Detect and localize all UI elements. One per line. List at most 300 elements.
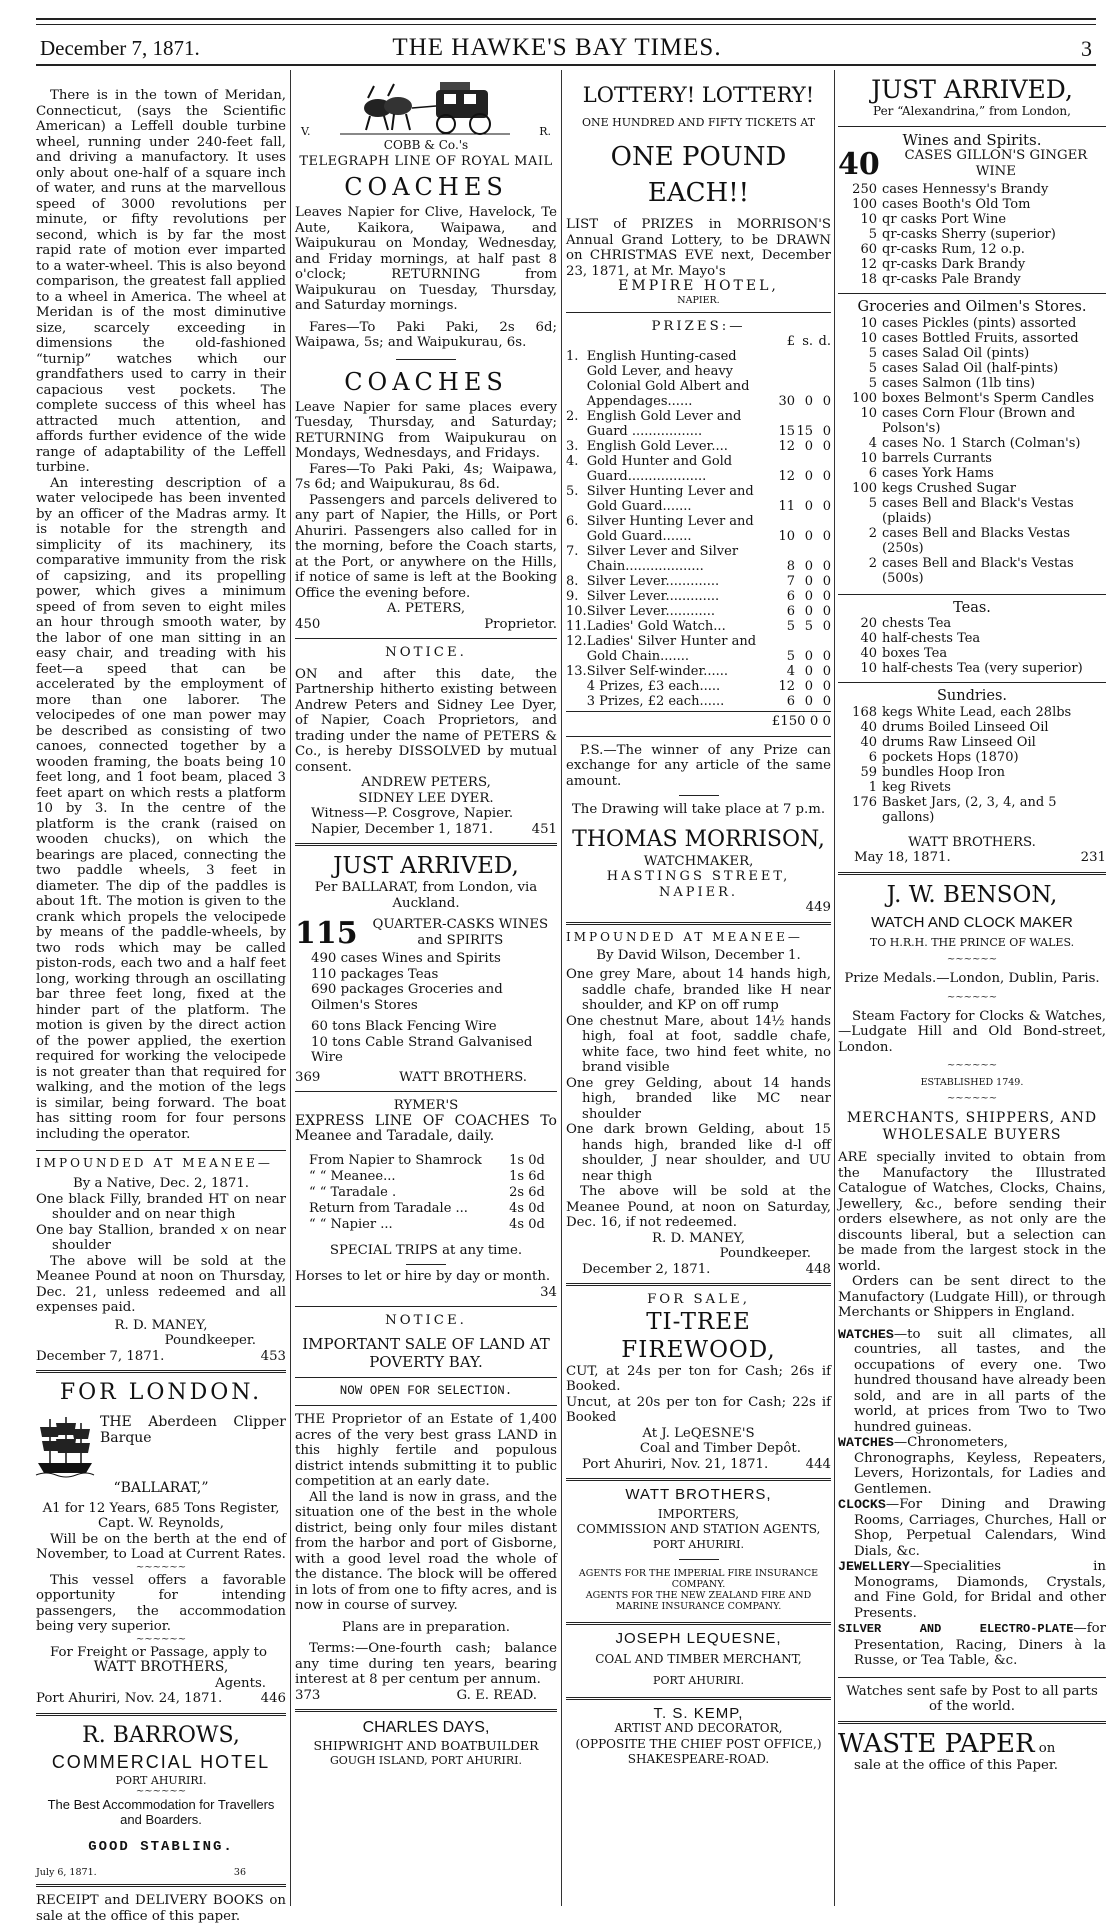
sundries-heading: Sundries. (936, 688, 1008, 704)
london-line: A1 for 12 Years, 685 Tons Register, (42, 1500, 280, 1516)
goods-quantity: 100 (852, 197, 877, 212)
goods-row (838, 795, 1106, 825)
watt-signer: WATT BROTHERS. (908, 834, 1036, 850)
prize-shillings: 0 (804, 664, 813, 679)
prize-shillings: 0 (804, 589, 813, 604)
prize-pounds: 15 (778, 424, 795, 439)
divider (295, 1091, 557, 1092)
benson-category: WATCHES (838, 1435, 894, 1450)
prize-number: 3. (566, 439, 579, 454)
prize-shillings: 0 (804, 439, 813, 454)
morrison-name: THOMAS MORRISON, (572, 826, 825, 852)
goods-item: cases Salad Oil (half-pints) (882, 360, 1059, 376)
prize-row (566, 409, 831, 439)
impounded-sale-notice: The above will be sold at the Meanee Pound at noon on Thursday, Dec. 21, unless redeemed and all expenses paid. (36, 1253, 286, 1315)
goods-item: pockets Hops (1870) (882, 749, 1019, 765)
partnership-notice: ON and after this date, the Partnership hitherto existing between Andrew Peters and Sidney Lee Dyer, of Napier, Coach Proprietors, and trading under the name of PETERS & Co., is hereby DISSOLVED by mutual consent. (295, 666, 557, 775)
column-divider (834, 70, 835, 1906)
goods-item: drums Raw Linseed Oil (882, 734, 1036, 750)
groceries-heading: Groceries and Oilmen's Stores. (857, 299, 1087, 315)
divider (36, 1150, 286, 1151)
impounded-item: One dark brown Gelding, about 15 hands high, branded like d-l off shoulder, J near shoulder, and UU near thigh (566, 1122, 831, 1184)
goods-item: cases Bell and Black's Vestas (plaids) (882, 495, 1074, 526)
goods-item: qr-casks Pale Brandy (882, 272, 1021, 287)
prize-pence: 0 (822, 529, 831, 544)
for-london-heading: FOR LONDON. (59, 1380, 263, 1405)
notice-heading: NOTICE. (385, 645, 467, 660)
prize-shillings: 0 (804, 499, 813, 514)
divider (295, 1709, 557, 1712)
prize-pounds: 5 (786, 649, 795, 664)
goods-quantity: 12 (860, 257, 877, 272)
goods-row (838, 212, 1106, 227)
prize-pounds: 10 (778, 529, 795, 544)
column-divider (561, 70, 562, 1906)
prize-pence: 0 (822, 439, 831, 454)
impounded-item: One grey Mare, about 14 hands high, saddle chafe, branded like H near shoulder, and KP on off rump (566, 967, 831, 1013)
prize-shillings: 0 (804, 559, 813, 574)
prize-description: Silver Self-winder...... (586, 664, 729, 679)
goods-row (838, 451, 1106, 466)
agent-name: WATT BROTHERS, (93, 1659, 229, 1675)
prize-row (566, 574, 831, 589)
goods-quantity: 100 (852, 390, 877, 406)
benson-factory: Steam Factory for Clocks & Watches, —Ludgate Hill and Old Bond-street, London. (838, 1008, 1106, 1055)
arrived-quantity: 115 (295, 916, 358, 951)
prize-pounds: 7 (786, 574, 795, 589)
land-sale-heading: IMPORTANT SALE OF LAND AT POVERTY BAY. (302, 1334, 550, 1371)
ship-name: “BALLARAT,” (113, 1480, 209, 1496)
goods-row (838, 720, 1106, 735)
goods-quantity: 4 (868, 435, 877, 451)
prize-shillings: 0 (804, 529, 813, 544)
impounded-by: By David Wilson, December 1. (596, 947, 801, 963)
ad-number: 451 (531, 821, 557, 837)
ornament: ~~~~~~ (135, 1785, 187, 1797)
lottery-list: LIST of PRIZES in MORRISON'S Annual Grand Lottery, to be DRAWN on CHRISTMAS EVE next, December 23, 1871, at Mr. Mayo's (566, 217, 831, 279)
arrived-ship: Per BALLARAT, from London, via Auckland. (314, 880, 538, 911)
goods-item: cases No. 1 Starch (Colman's) (882, 435, 1081, 451)
prize-description: Silver Lever............. (586, 574, 720, 589)
goods-quantity: 2 (868, 555, 877, 571)
prize-shillings: 0 (804, 574, 813, 589)
goods-row (838, 526, 1106, 556)
divider (679, 1559, 719, 1560)
goods-quantity: 5 (868, 375, 877, 391)
lottery-price: ONE POUND EACH!! (610, 142, 787, 208)
goods-quantity: 168 (852, 704, 877, 720)
ornament: ~~~~~~ (946, 1060, 998, 1071)
prize-description: English Gold Lever and Guard ................. (586, 409, 742, 439)
currency-label: d. (818, 334, 831, 349)
ornament: ~~~~~~ (135, 1561, 187, 1573)
empire-place: NAPIER. (677, 294, 720, 306)
goods-quantity: 60 (860, 242, 877, 257)
morrison-trade: WATCHMAKER, (643, 853, 754, 869)
lequesne-trade: COAL AND TIMBER MERCHANT, (595, 1652, 802, 1666)
divider (838, 682, 1106, 683)
for-sale-heading: FOR SALE, (647, 1292, 750, 1307)
prize-pounds: 4 (786, 664, 795, 679)
ornament: ~~~~~~ (946, 991, 998, 1003)
fare-route: Return from Taradale ... (309, 1200, 468, 1216)
goods-row (838, 496, 1106, 526)
barrows-stabling: GOOD STABLING. (88, 1838, 234, 1855)
benson-invitation: ARE specially invited to obtain from the Manufactory the Illustrated Catalogue of Watches, Clocks, Chains, Jewellery, &c., before sending their orders elsewhere, as not only are the discounts liberal, but a selection can be made from the largest stock in the world. (838, 1150, 1106, 1274)
goods-item: boxes Belmont's Sperm Candles (882, 390, 1095, 406)
benson-medals: Prize Medals.—London, Dublin, Paris. (844, 971, 1100, 986)
benson-category-text: —For Dining and Drawing Rooms, Carriages, Churches, Hall or Shop, Perpetual Calendars, Wind Dials, &c. (854, 1497, 1106, 1559)
goods-item: bundles Hoop Iron (882, 764, 1006, 780)
firewood-heading: TI-TREE FIREWOOD, (621, 1308, 776, 1363)
divider (36, 1884, 286, 1887)
prize-row (566, 514, 831, 544)
ornament: ~~~~~~ (946, 1093, 998, 1104)
arrived-item: 690 packages Groceries and Oilmen's Stores (311, 982, 503, 1013)
goods-quantity: 5 (868, 360, 877, 376)
divider (566, 1283, 831, 1286)
firewood-price: CUT, at 24s per ton for Cash; 26s if Booked. (566, 1363, 831, 1394)
express-line: EXPRESS LINE OF COACHES To Meanee and Taradale, daily. (295, 1112, 557, 1144)
land-sale-text: THE Proprietor of an Estate of 1,400 acres of the very best grass LAND in this highly fertile and populous district intends submitting it to public competition at an early date. (295, 1412, 557, 1489)
goods-row (838, 466, 1106, 481)
benson-trade: WATCH AND CLOCK MAKER (871, 913, 1073, 931)
ginger-wine: CASES GILLON'S GINGER WINE (904, 148, 1088, 179)
benson-category: SILVER AND ELECTRO-PLATE (838, 1622, 1074, 1636)
column-3 (566, 70, 831, 1906)
prize-row (566, 439, 831, 454)
goods-quantity: 10 (860, 661, 877, 676)
article-turbine: There is in the town of Meridan, Connecticut, (says the Scientific American) a Leffell double turbine wheel, running under 240-feet fall, and driving a manufactory. It uses only about one-half of a square inch of water, and runs at the marvellous speed of 3000 revolutions per minute, or fifty revolutions per second, which is by far the most rapid rate of motion ever imparted to a water-wheel. This is also beyond comparison, the greatest fall applied to a wheel in America. The wheel at Meridan is of the most diminutive size, scarcely exceeding in dimensions the old-fashioned “turnip” watches which our grandfathers used to carry in their capacious vest pockets. The complete success of this wheel has attracted much attention, and affords further evidence of the wide range of adaptability of the Leffell turbine. (36, 88, 286, 475)
prize-row (566, 664, 831, 679)
prize-number: 8. (566, 574, 579, 589)
goods-item: boxes Tea (882, 646, 948, 661)
benson-post: Watches sent safe by Post to all parts of the world. (846, 1683, 1098, 1714)
waste-paper-heading: WASTE PAPER (838, 1728, 1035, 1759)
rymer-heading: RYMER'S (393, 1098, 459, 1113)
notice-heading: NOTICE. (385, 1313, 467, 1328)
goods-row (838, 705, 1106, 720)
impounded-heading: IMPOUNDED AT MEANEE— (566, 929, 803, 944)
article-velocipede: An interesting description of a water velocipede has been invented by an officer of the Madras army. It is notable for the strength and simplicity of its machinery, its comparative immunity from the risk of capsizing, and its propelling power, which gives a minimum speed of from seven to eight miles an hour through smooth water, by the labor of one man sitting in an easy chair, and treading with his feet—a speed that can be accelerated by the employment of more than one laborer. The velocipedes of one man power may be described as consisting of two canoes, connected together by a wooden framing, the boats being 10 feet long, and 1 foot beam, placed 3 feet apart on which rests a platform 10 by 3. In the centre of the platform is the crank (raised on wooden chucks), on which the bearings are placed, connecting the two paddle wheels, 3 feet in diameter. The dip of the paddles is about 1ft. The motion is given to the crank which propels the velocipede by means of the paddle-wheels, by two rods which may be called piston-rods, each two and a half feet long, working through an oscillating bar three feet long, fixed at the hinder part of the platform. The motion is given by the direct action of the power applied, the exertion required for working the velocipede is not greater than that required for walking, and the motion of the legs is similar, being forward. The boat has sitting room for four persons including the operator. (36, 475, 286, 1142)
fare-price: 2s 6d (509, 1184, 545, 1200)
coach-schedule: Leave Napier for same places every Tuesday, Thursday, and Saturday; RETURNING from Waipukurau on Mondays, Wednesdays, and Fridays. (295, 399, 557, 461)
poundkeeper-name: R. D. MANEY, (114, 1317, 208, 1333)
prize-shillings: 5 (804, 619, 813, 634)
kemp-name: T. S. KEMP, (653, 1704, 744, 1722)
poundkeeper-title: Poundkeeper. (164, 1333, 256, 1348)
arrived-item: 110 packages Teas (311, 966, 439, 982)
goods-quantity: 1 (868, 779, 877, 795)
land-sale-text: All the land is now in grass, and the situation one of the best in the whole district, being only four miles distant from the harbor and port of Gisborne, with a good level road the whole of the distance. The block will be offered in lots of from one to fifty acres, and is now in course of survey. (295, 1489, 557, 1613)
watt-port: PORT AHURIRI. (653, 1537, 744, 1551)
benson-warrant: TO H.R.H. THE PRINCE OF WALES. (869, 936, 1075, 949)
goods-row (838, 750, 1106, 765)
goods-quantity: 10 (860, 330, 877, 346)
goods-quantity: 6 (868, 749, 877, 765)
barrows-tagline: The Best Accommodation for Travellers and Boarders. (47, 1796, 275, 1827)
fare-row (309, 1153, 545, 1169)
prize-description: Silver Hunting Lever and Gold Guard....... (586, 484, 754, 514)
prize-row (566, 604, 831, 619)
notice-date: December 2, 1871. (582, 1261, 711, 1277)
lequesne-port: PORT AHURIRI. (653, 1673, 744, 1687)
prize-shillings: 0 (804, 604, 813, 619)
impounded-notice-1 (36, 1157, 286, 1364)
prize-shillings: 0 (804, 679, 813, 694)
notice-date: December 7, 1871. (36, 1348, 165, 1364)
prize-number: 12. (566, 634, 587, 649)
goods-item: cases Bottled Fruits, assorted (882, 330, 1079, 346)
divider (295, 1377, 557, 1378)
goods-item: chests Tea (882, 616, 952, 631)
coach-fares: Fares—To Paki Paki, 2s 6d; Waipawa, 5s; and Waipukurau, 6s. (295, 319, 557, 350)
goods-quantity: 20 (860, 616, 877, 631)
waste-paper-on: on (1038, 1740, 1056, 1756)
goods-item: cases Corn Flour (Brown and Polson's) (882, 405, 1076, 436)
prize-number (566, 679, 587, 694)
waste-paper-text: sale at the office of this Paper. (854, 1757, 1058, 1773)
masthead-bottom-rule (36, 64, 1096, 66)
prize-number (566, 694, 587, 709)
london-line: Will be on the berth at the end of November, to Load at Current Rates. (36, 1531, 286, 1562)
divider (838, 1677, 1106, 1678)
divider (838, 126, 1106, 127)
goods-row (838, 631, 1106, 646)
goods-row (838, 765, 1106, 780)
notice-date: July 6, 1871. (36, 1867, 97, 1878)
watt-name: WATT BROTHERS, (625, 1486, 772, 1503)
prize-pounds: 12 (778, 469, 795, 484)
benson-orders: Orders can be sent direct to the Manufactory (Ludgate Hill), or through Merchants or Shippers in England. (838, 1274, 1106, 1320)
prize-row (566, 484, 831, 514)
ad-number: 34 (540, 1284, 557, 1300)
goods-row (838, 481, 1106, 496)
divider (566, 736, 831, 737)
ad-number: 373 (295, 1687, 321, 1703)
benson-category-text: —Chronometers, Chronographs, Keyless, Repeaters, Levers, Horizontals, for Ladies and Gentlemen. (854, 1435, 1106, 1497)
ornament: ~~~~~~ (946, 954, 998, 965)
goods-quantity: 40 (860, 734, 877, 750)
goods-item: kegs Crushed Sugar (882, 480, 1016, 496)
goods-item: half-chests Tea (very superior) (882, 661, 1083, 676)
coaches-heading: COACHES (344, 173, 508, 201)
prize-number: 13. (566, 664, 587, 679)
fare-price: 1s 0d (509, 1152, 545, 1168)
goods-item: cases Booth's Old Tom (882, 197, 1031, 212)
currency-label: s. (802, 334, 813, 349)
fare-route: From Napier to Shamrock (309, 1152, 482, 1168)
goods-row (838, 436, 1106, 451)
goods-row (838, 376, 1106, 391)
prize-row (566, 679, 831, 694)
goods-item: kegs White Lead, each 28lbs (882, 704, 1072, 720)
poundkeeper-name: R. D. MANEY, (652, 1230, 745, 1246)
prize-description: Silver Lever and Silver Chain................... (586, 544, 739, 574)
benson-category: WATCHES (838, 1326, 894, 1342)
prize-pounds: 8 (786, 559, 795, 574)
prize-description: Gold Hunter and Gold Guard................... (586, 454, 733, 484)
kemp-road: SHAKESPEARE-ROAD. (627, 1752, 770, 1766)
goods-row (838, 346, 1106, 361)
prize-description: Ladies' Silver Hunter and Gold Chain....... (586, 634, 757, 664)
goods-quantity: 6 (868, 465, 877, 481)
goods-row (838, 361, 1106, 376)
goods-row (838, 257, 1106, 272)
arrived-first-item: QUARTER-CASKS WINES and SPIRITS (372, 917, 549, 948)
coach-proprietor-name: A. PETERS, (386, 601, 466, 616)
goods-quantity: 5 (868, 495, 877, 511)
ad-number: 444 (805, 1456, 831, 1472)
prize-pence: 0 (822, 679, 831, 694)
lottery-tickets: ONE HUNDRED AND FIFTY TICKETS AT (581, 116, 816, 129)
agents-label: Agents. (215, 1675, 266, 1691)
telegraph-line: TELEGRAPH LINE OF ROYAL MAIL (299, 153, 553, 169)
prize-row (566, 619, 831, 634)
coach-fares: Fares—To Paki Paki, 4s; Waipawa, 7s 6d; and Waipukurau, 8s 6d. (295, 461, 557, 492)
goods-quantity: 2 (868, 525, 877, 541)
wines-table (838, 182, 1106, 287)
divider (295, 1405, 557, 1406)
impounded-item: One chestnut Mare, about 14½ hands high, foal at foot, saddle chafe, white face, two hind feet white, no brand visible (566, 1013, 831, 1075)
morrison-address: HASTINGS STREET, NAPIER. (606, 869, 791, 900)
prize-pence: 0 (822, 649, 831, 664)
benson-category: JEWELLERY (838, 1559, 910, 1574)
prize-pence: 0 (822, 394, 831, 409)
masthead-top-rule (36, 18, 1096, 20)
benson-category-text: —to suit all climates, all countries, all tastes, and the occupations of every one. Two hundred thousand have already been sold, and are in all parts of the world, at prices from Two to Two hundred guineas. (854, 1326, 1106, 1435)
goods-row (838, 391, 1106, 406)
firewood-depot: Coal and Timber Depôt. (639, 1441, 801, 1456)
proprietor-title: Proprietor. (484, 616, 557, 632)
goods-row (838, 272, 1106, 287)
goods-row (838, 227, 1106, 242)
goods-row (838, 182, 1106, 197)
divider (295, 843, 557, 846)
masthead-title: THE HAWKE'S BAY TIMES. (392, 34, 722, 61)
prize-description: Silver Hunting Lever and Gold Guard....... (586, 514, 754, 544)
notice-date: May 18, 1871. (854, 850, 951, 865)
coach-schedule: Leaves Napier for Clive, Havelock, Te Aute, Kaikora, Waipawa, and Waipukurau on Monday, Wednesday, and Friday mornings, at half past 8 o'clock; RETURNING from Waipukurau on Tuesday, Thursday, and Saturday mornings. (295, 205, 557, 313)
prize-number: 1. (566, 349, 579, 364)
fare-route: “ “ Meanee... (309, 1168, 396, 1184)
wines-heading: Wines and Spirits. (902, 130, 1042, 149)
goods-item: cases Pickles (pints) assorted (882, 315, 1077, 331)
goods-row (838, 316, 1106, 331)
coach-parcels: Passengers and parcels delivered to any part of Napier, the Hills, or Port Ahuriri. Passengers also called for in the morning, before the Coach starts, at the Port, or anywhere on the Hills, if notice of same is left at the Booking Office the evening before. (295, 492, 557, 601)
column-divider (290, 70, 291, 1906)
goods-quantity: 10 (860, 212, 877, 227)
london-line: This vessel offers a favorable opportunity for intending passengers, the accommodation being very superior. (36, 1572, 286, 1634)
just-arrived-heading: JUST ARRIVED, (871, 75, 1073, 104)
prize-number: 5. (566, 484, 579, 499)
goods-row (838, 780, 1106, 795)
kemp-opposite: (OPPOSITE THE CHIEF POST OFFICE,) (575, 1736, 822, 1751)
kemp-trade: ARTIST AND DECORATOR, (614, 1721, 783, 1735)
divider (838, 1721, 1106, 1724)
benson-category-text: —for Presentation, Racing, Diners à la Russe, or Tea Table, &c. (854, 1621, 1106, 1668)
goods-quantity: 250 (852, 182, 877, 197)
notice-date: Port Ahuriri, Nov. 21, 1871. (582, 1456, 769, 1472)
prize-row (566, 544, 831, 574)
teas-heading: Teas. (953, 599, 991, 616)
prize-total: £150 0 0 (566, 711, 831, 730)
prize-pence: 0 (822, 424, 831, 439)
watt-importers: IMPORTERS, (657, 1506, 740, 1521)
barrows-name: R. BARROWS, (82, 1722, 240, 1748)
goods-item: keg Rivets (882, 779, 951, 795)
prize-pence: 0 (822, 589, 831, 604)
impounded-heading: IMPOUNDED AT MEANEE— (36, 1156, 273, 1170)
ad-number: 448 (805, 1261, 831, 1277)
prize-description: 3 Prizes, £2 each...... (586, 694, 725, 709)
fare-route: “ “ Taradale . (309, 1184, 397, 1200)
poundkeeper-title: Poundkeeper. (719, 1246, 811, 1261)
goods-quantity: 10 (860, 405, 877, 421)
coach-illustration (295, 70, 557, 138)
prize-pounds: 5 (786, 619, 795, 634)
goods-quantity: 59 (860, 764, 877, 780)
fare-table (309, 1153, 545, 1233)
plans-note: Plans are in preparation. (341, 1619, 511, 1635)
goods-row (838, 661, 1106, 676)
fare-price: 4s 0d (509, 1200, 545, 1216)
goods-row (838, 406, 1106, 436)
goods-quantity: 10 (860, 315, 877, 331)
divider (295, 638, 557, 639)
prize-number: 2. (566, 409, 579, 424)
prize-number: 11. (566, 619, 587, 634)
prize-pence: 0 (822, 664, 831, 679)
masthead-page-number: 3 (1081, 36, 1092, 61)
prize-pence: 0 (822, 574, 831, 589)
fare-row (309, 1201, 545, 1217)
goods-row (838, 735, 1106, 750)
prize-number: 4. (566, 454, 579, 469)
goods-item: cases Bell and Blacks Vestas (250s) (882, 525, 1071, 556)
column-1 (36, 70, 286, 1924)
prize-shillings: 0 (804, 649, 813, 664)
masthead-thin-rule (36, 24, 1096, 25)
prize-pence: 0 (822, 559, 831, 574)
prize-pence: 0 (822, 694, 831, 709)
goods-item: barrels Currants (882, 450, 992, 466)
impounded-sale-notice: The above will be sold at the Meanee Pound, at noon on Saturday, Dec. 16, if not redeemed. (566, 1184, 831, 1230)
prize-number: 6. (566, 514, 579, 529)
notice-date: Napier, December 1, 1871. (311, 821, 493, 837)
goods-row (838, 616, 1106, 631)
fare-row (309, 1185, 545, 1201)
ad-number: 231 (1080, 850, 1106, 865)
goods-item: cases Salad Oil (pints) (882, 345, 1030, 361)
divider (396, 359, 456, 360)
lottery-heading: LOTTERY! LOTTERY! (582, 83, 815, 107)
prize-description: English Gold Lever.... (586, 439, 728, 454)
impounded-item: One black Filly, branded HT on near shoulder and on near thigh (36, 1191, 286, 1222)
prize-shillings: 15 (796, 424, 813, 439)
horses-to-let: Horses to let or hire by day or month. (295, 1269, 551, 1284)
arrived-item: 490 cases Wines and Spirits (311, 951, 501, 966)
royal-initial: V. (301, 125, 311, 138)
partner-signature: SIDNEY LEE DYER. (358, 790, 494, 806)
prize-row (566, 634, 831, 664)
arrived-item: 10 tons Cable Strand Galvanised Wire (311, 1034, 533, 1065)
coaches-heading: COACHES (344, 367, 508, 396)
witness: Witness—P. Cosgrove, Napier. (311, 806, 514, 821)
ship-illustration (36, 1415, 94, 1479)
prize-row (566, 349, 831, 409)
goods-item: cases Hennessy's Brandy (882, 182, 1049, 197)
